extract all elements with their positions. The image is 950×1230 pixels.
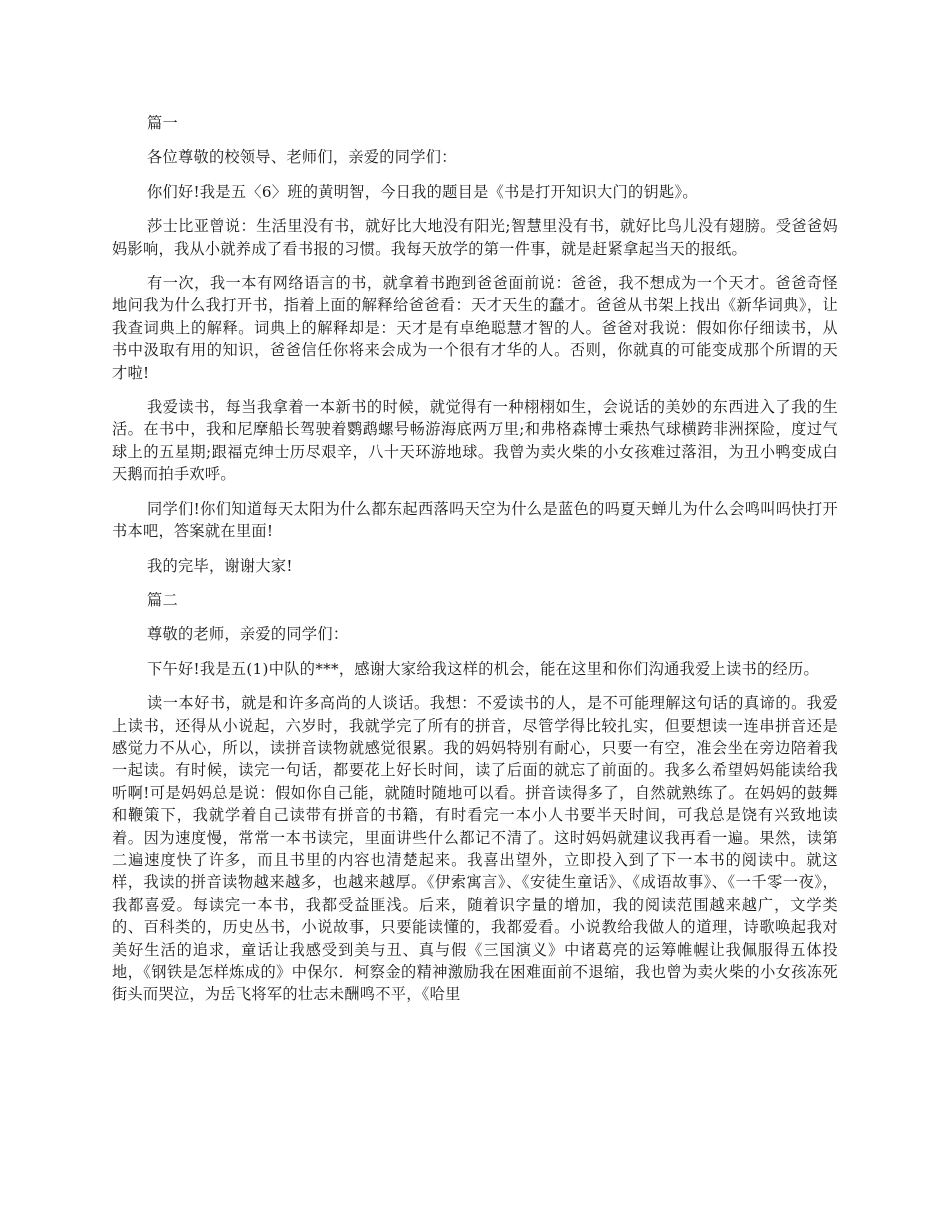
paragraph-intro-2: 下午好!我是五(1)中队的***，感谢大家给我这样的机会，能在这里和你们沟通我爱上读书的经历。	[147, 659, 819, 678]
paragraph-reading-story: 读一本好书，就是和许多高尚的人谈话。我想：不爱读书的人，是不可能理解这句话的真谛的。我爱上读书，还得从小说起，六岁时，我就学完了所有的拼音，尽管学得比较扎实，但要想读一连串拼音还是感觉力不从心，所以，读拼音读物就感觉很累。我的妈妈特别有耐心，只要一有空，准会坐在旁边陪着我一起读。有时候，读完一句话，都要花上好长时间，读了后面的就忘了前面的。我多么希望妈妈能读给我听啊!可是妈妈总是说：假如你自己能，就随时随地可以看。拼音读得多了，自然就熟练了。在妈妈的鼓舞和鞭策下，我就学着自己读带有拼音的书籍，有时看完一本小人书要半天时间，可我总是饶有兴致地读着。因为速度慢，常常一本书读完，里面讲些什么都记不清了。这时妈妈就建议我再看一遍。果然，读第二遍速度快了许多，而且书里的内容也清楚起来。我喜出望外，立即投入到了下一本书的阅读中。就这样，我读的拼音读物越来越多，也越来越厚。《伊索寓言》、《安徒生童话》、《成语故事》、《一千零一夜》，我都喜爱。每读完一本书，我都受益匪浅。后来，随着识字量的增加，我的阅读范围越来越广，文学类的、百科类的，历史丛书，小说故事，只要能读懂的，我都爱看。小说教给我做人的道理，诗歌唤起我对美好生活的追求，童话让我感受到美与丑、真与假《三国演义》中诸葛亮的运筹帷幄让我佩服得五体投地，《钢铁是怎样炼成的》中保尔．柯察金的精神激励我在困难面前不退缩，我也曾为卖火柴的小女孩冻死街头而哭泣，为岳飞将军的壮志未酬鸣不平，《哈里	[112, 694, 838, 1004]
salutation-2: 尊敬的老师，亲爱的同学们：	[147, 625, 349, 644]
paragraph-closing-1: 我的完毕，谢谢大家!	[147, 556, 293, 575]
salutation-1: 各位尊敬的校领导、老师们，亲爱的同学们：	[147, 148, 457, 167]
document-body	[112, 112, 838, 1018]
paragraph-questions: 同学们!你们知道每天太阳为什么都东起西落吗天空为什么是蓝色的吗夏天蝉儿为什么会鸣叫吗快打开书本吧，答案就在里面!	[112, 499, 838, 541]
paragraph-love-reading: 我爱读书，每当我拿着一本新书的时候，就觉得有一种栩栩如生，会说话的美妙的东西进入了我的生活。在书中，我和尼摩船长驾驶着鹦鹉螺号畅游海底两万里;和弗格森博士乘热气球横跨非洲探险，度过气球上的五星期;跟福克绅士历尽艰辛，八十天环游地球。我曾为卖火柴的小女孩难过落泪，为丑小鸭变成白天鹅而拍手欢呼。	[112, 398, 838, 484]
section-heading-1: 篇一	[147, 114, 178, 132]
paragraph-genius: 有一次，我一本有网络语言的书，就拿着书跑到爸爸面前说：爸爸，我不想成为一个天才。爸爸奇怪地问我为什么我打开书，指着上面的解释给爸爸看：天才天生的蠢才。爸爸从书架上找出《新华词典》，让我查词典上的解释。词典上的解释却是：天才是有卓绝聪慧才智的人。爸爸对我说：假如你仔细读书，从书中汲取有用的知识，爸爸信任你将来会成为一个很有才华的人。否则，你就真的可能变成那个所谓的天才啦!	[112, 274, 838, 382]
paragraph-shakespeare: 莎士比亚曾说：生活里没有书，就好比大地没有阳光;智慧里没有书，就好比鸟儿没有翅膀。受爸爸妈妈影响，我从小就养成了看书报的习惯。我每天放学的第一件事，就是赶紧拿起当天的报纸。	[112, 217, 838, 258]
paragraph-intro-1: 你们好!我是五〈6〉班的黄明智，今日我的题目是《书是打开知识大门的钥匙》。	[147, 182, 698, 201]
section-heading-2: 篇二	[147, 590, 178, 609]
